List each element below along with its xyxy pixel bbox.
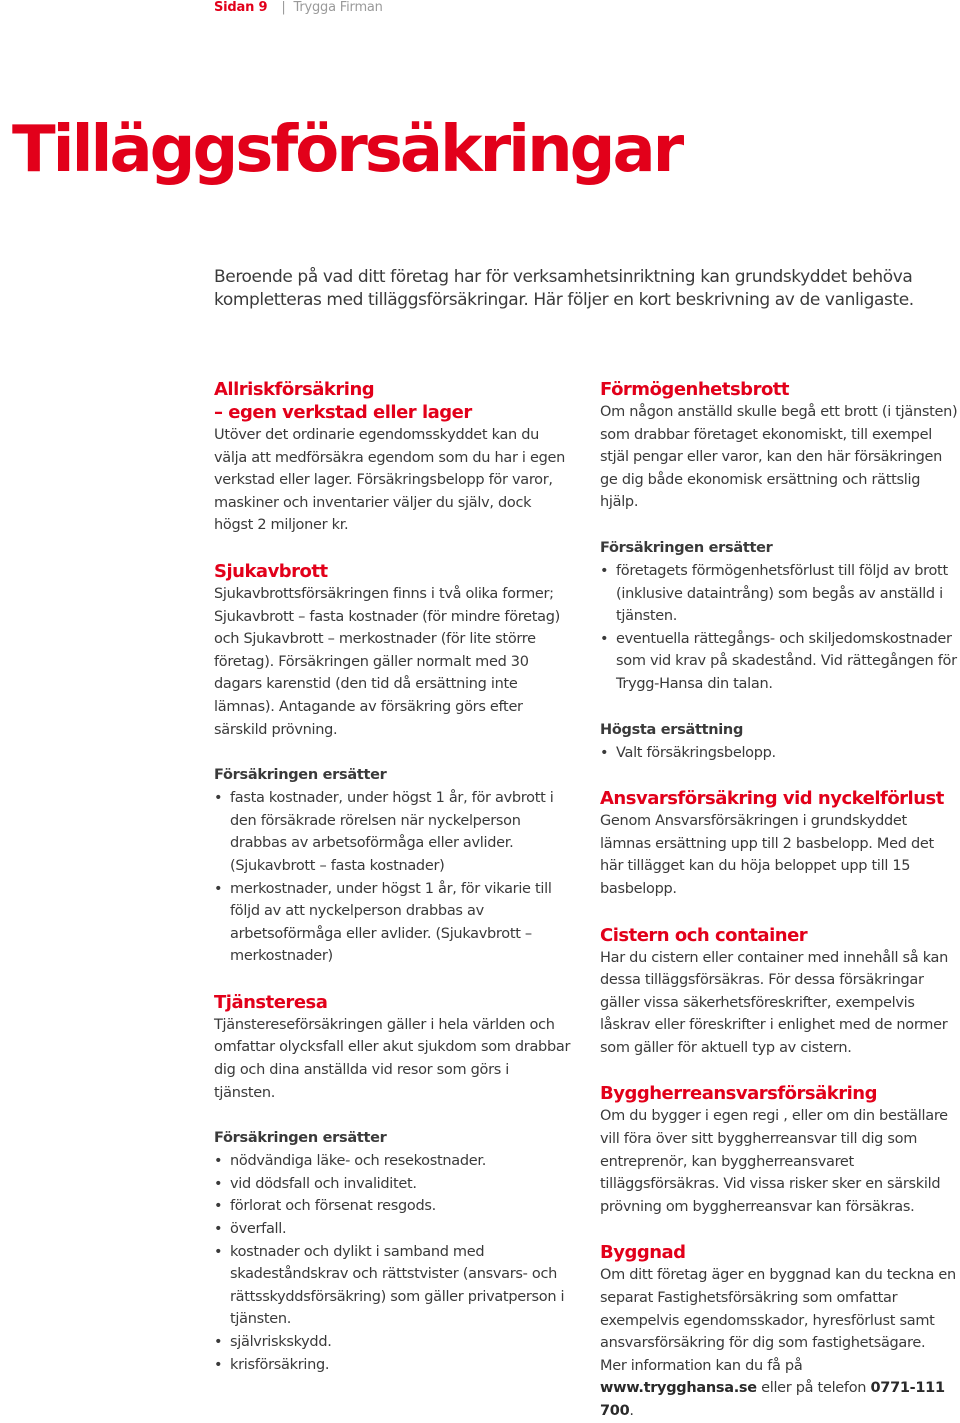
list-item: • krisförsäkring. <box>214 1354 574 1377</box>
sjukavbrott-covers-heading: Försäkringen ersätter <box>214 767 387 784</box>
page-header <box>214 0 383 16</box>
sjukavbrott-text: Sjukavbrottsförsäkringen finns i två olika former; Sjukavbrott – fasta kostnader (för mindre företag) och Sjukavbrott – merkostnader (för lite större företag). Försäkringen gäller normalt med 30 dagars karenstid (den tid då ersättning inte lämnas). Antagande av försäkring görs efter särskild prövning. <box>214 585 560 738</box>
formogenhetsbrott-section <box>600 378 958 764</box>
phone-number[interactable]: 0771-111 700 <box>600 1380 945 1419</box>
tjansteresa-section <box>214 991 574 1376</box>
byggnad-section <box>600 1241 958 1422</box>
allrisk-text: Utöver det ordinarie egendomsskyddet kan du välja att medförsäkra egendom som du har i egen verkstad eller lager. Försäkringsbelopp för varor, maskiner och inventarier väljer du själv, dock högst 2 miljoner kr. <box>214 427 565 534</box>
list-item: • företagets förmögenhetsförlust till följd av brott (inklusive dataintrång) som begås av anställd i tjänsten. <box>600 560 958 628</box>
tjansteresa-title: Tjänsteresa <box>214 991 328 1013</box>
list-item: • merkostnader, under högst 1 år, för vikarie till följd av att nyckelperson drabbas av arbetsoförmåga eller avlider. (Sjukavbrott – merkostnader) <box>214 878 574 968</box>
cistern-section <box>600 924 958 1060</box>
tjansteresa-covers-heading: Försäkringen ersätter <box>214 1130 387 1147</box>
allrisk-title <box>214 378 574 424</box>
sjukavbrott-title: Sjukavbrott <box>214 560 328 582</box>
ansvar-text: Genom Ansvarsförsäkringen i grundskyddet lämnas ersättning upp till 2 basbelopp. Med det här tillägget kan du höja beloppet upp till 15 basbelopp. <box>600 813 934 897</box>
header-divider: | <box>281 0 286 15</box>
formogenhetsbrott-covers-list <box>600 560 958 696</box>
website-link[interactable]: www.trygghansa.se <box>600 1380 757 1397</box>
list-item: • förlorat och försenat resgods. <box>214 1195 574 1218</box>
cistern-title: Cistern och container <box>600 924 808 946</box>
byggnad-text: Om ditt företag äger en byggnad kan du teckna en separat Fastighetsförsäkring som omfattar exempelvis egendomsskador, hyresförlust samt ansvarsförsäkring för dig som fastighetsägare. <box>600 1267 956 1352</box>
sentence-end: . <box>629 1403 634 1419</box>
byggherre-section <box>600 1082 958 1218</box>
sjukavbrott-section <box>214 560 574 968</box>
formogenhetsbrott-text: Om någon anställd skulle begå ett brott (i tjänsten) som drabbar företaget ekonomiskt, till exempel stjäl pengar eller varor, kan den här försäkringen ge dig både ekonomisk ersättning och rättslig hjälp. <box>600 404 958 511</box>
byggherre-text: Om du bygger i egen regi , eller om din beställare vill föra över sitt byggherreansvar till dig som entreprenör, kan byggherreansvaret tilläggsförsäkras. Vid vissa risker sker en särskild prövning om byggherreansvar kan försäkras. <box>600 1108 948 1215</box>
byggherre-title: Byggherreansvarsförsäkring <box>600 1083 878 1105</box>
list-item: • fasta kostnader, under högst 1 år, för avbrott i den försäkrade rörelsen när nyckelperson drabbas av arbetsoförmåga eller avlider. (Sjukavbrott – fasta kostnader) <box>214 787 574 877</box>
allrisk-title-line1: Allriskförsäkring <box>214 379 375 400</box>
formogenhetsbrott-covers-heading: Försäkringen ersätter <box>600 539 773 556</box>
list-item: • kostnader och dylikt i samband med skadeståndskrav och rättstvister (ansvars- och rättsskyddsförsäkring) som gäller privatperson i tjänsten. <box>214 1241 574 1331</box>
list-item: • vid dödsfall och invaliditet. <box>214 1173 574 1196</box>
formogenhetsbrott-max-heading: Högsta ersättning <box>600 721 744 738</box>
list-item: • Valt försäkringsbelopp. <box>600 742 958 765</box>
page-number: Sidan 9 <box>214 0 268 15</box>
ansvar-title: Ansvarsförsäkring vid nyckelförlust <box>600 788 944 810</box>
section-name: Trygga Firman <box>293 0 383 15</box>
right-column <box>600 378 958 1423</box>
allrisk-title-line2: – egen verkstad eller lager <box>214 402 472 423</box>
ansvar-section <box>600 787 958 900</box>
tjansteresa-text: Tjänstereseförsäkringen gäller i hela världen och omfattar olycksfall eller akut sjukdom som drabbar dig och dina anställda vid resor som görs i tjänsten. <box>214 1016 571 1101</box>
byggnad-contact <box>600 1355 958 1423</box>
byggnad-title: Byggnad <box>600 1242 686 1264</box>
list-item: • överfall. <box>214 1218 574 1241</box>
page-title: Tilläggsförsäkringar <box>12 113 682 187</box>
allrisk-section <box>214 378 574 537</box>
formogenhetsbrott-title: Förmögenhetsbrott <box>600 379 790 400</box>
left-column <box>214 378 574 1376</box>
intro-paragraph: Beroende på vad ditt företag har för verksamhetsinriktning kan grundskyddet behöva kompletteras med tilläggsförsäkringar. Här följer en kort beskrivning av de vanligaste. <box>214 267 914 310</box>
cistern-text: Har du cistern eller container med innehåll så kan dessa tilläggsförsäkras. För dessa försäkringar gäller vissa säkerhetsföreskrifter, exempelvis låskrav eller föreskrifter i enlighet med de normer som gäller för aktuell typ av cistern. <box>600 949 949 1056</box>
sjukavbrott-covers-list <box>214 787 574 968</box>
list-item: • nödvändiga läke- och resekostnader. <box>214 1150 574 1173</box>
formogenhetsbrott-max-list <box>600 742 958 765</box>
more-info-text: Mer information kan du få på <box>600 1357 803 1374</box>
list-item: • eventuella rättegångs- och skiljedomskostnader som vid krav på skadestånd. Vid rättegången för Trygg-Hansa din talan. <box>600 628 958 696</box>
list-item: • självriskskydd. <box>214 1331 574 1354</box>
tjansteresa-covers-list <box>214 1150 574 1376</box>
phone-prefix: eller på telefon <box>761 1380 867 1397</box>
